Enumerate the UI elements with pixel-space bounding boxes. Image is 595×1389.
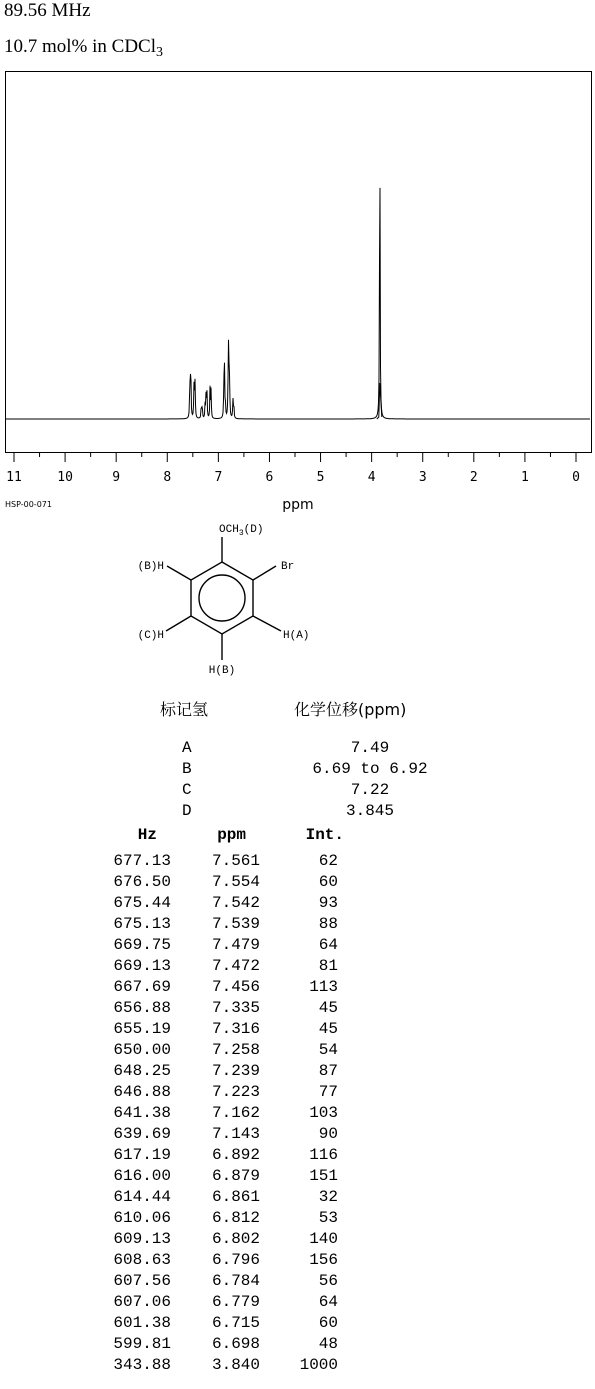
assignment-shift: 6.69 to 6.92	[312, 760, 428, 778]
peak-ppm: 7.335	[211, 999, 260, 1017]
assignment-label: D	[182, 802, 192, 820]
x-tick-label: 0	[572, 470, 580, 485]
peak-ppm: 6.779	[211, 1293, 260, 1311]
peak-ppm: 7.472	[211, 957, 260, 975]
peak-hz: 608.63	[113, 1251, 171, 1269]
x-tick-label: 4	[367, 470, 376, 485]
peak-int: 32	[318, 1188, 338, 1206]
peak-ppm: 7.554	[211, 873, 260, 891]
peak-hz: 675.44	[113, 894, 171, 912]
x-tick-label: 3	[418, 470, 427, 485]
peak-int: 116	[309, 1146, 338, 1164]
peak-table-header-hz: Hz	[137, 826, 157, 844]
peak-ppm: 6.715	[211, 1314, 260, 1332]
peak-hz: 607.06	[113, 1293, 171, 1311]
peak-int: 113	[309, 978, 338, 996]
peak-hz: 675.13	[113, 915, 171, 933]
peak-ppm: 3.840	[211, 1356, 260, 1374]
peak-hz: 669.13	[113, 957, 171, 975]
peak-int: 62	[318, 852, 338, 870]
peak-hz: 650.00	[113, 1041, 171, 1059]
peak-int: 60	[318, 1314, 338, 1332]
x-tick-label: 5	[316, 470, 325, 485]
peak-int: 103	[309, 1104, 338, 1122]
peak-hz: 617.19	[113, 1146, 171, 1164]
hc-label: (C)H	[137, 630, 164, 642]
assignment-shifts	[290, 738, 450, 822]
peak-int: 45	[318, 999, 338, 1017]
x-tick-label: 11	[6, 470, 22, 485]
peak-hz: 610.06	[113, 1209, 171, 1227]
peak-int: 77	[318, 1083, 338, 1101]
aromatic-circle	[199, 575, 245, 621]
peak-hz: 646.88	[113, 1083, 171, 1101]
peak-hz: 655.19	[113, 1020, 171, 1038]
bond-ha	[253, 616, 281, 631]
och3-group: $OCH_3(D)$	[219, 524, 264, 538]
x-tick-label: 8	[163, 470, 172, 485]
peak-ppm: 7.162	[211, 1104, 260, 1122]
peak-hz: 639.69	[113, 1125, 171, 1143]
peak-ppm: 7.223	[211, 1083, 260, 1101]
peak-int: 53	[318, 1209, 338, 1227]
peak-ppm: 6.812	[211, 1209, 260, 1227]
peak-int: 88	[318, 915, 338, 933]
peak-ppm: 6.784	[211, 1272, 260, 1290]
peak-int: 64	[318, 1293, 338, 1311]
peak-hz: 648.25	[113, 1062, 171, 1080]
peak-int: 140	[309, 1230, 338, 1248]
bond-hc	[166, 616, 191, 631]
x-tick-label: 10	[57, 470, 73, 485]
peak-int: 90	[318, 1125, 338, 1143]
solvent-subscript: 3	[156, 45, 164, 60]
peak-ppm: 7.539	[211, 915, 260, 933]
peak-hz: 641.38	[113, 1104, 171, 1122]
x-tick-label: 7	[214, 470, 223, 485]
assignment-col2-header: 化学位移(ppm)	[294, 700, 407, 719]
assignment-shift: 7.22	[350, 781, 390, 799]
peak-hz: 669.75	[113, 936, 171, 954]
x-tick-label: 9	[112, 470, 121, 485]
peak-ppm: 7.479	[211, 936, 260, 954]
assignment-shift: 3.845	[345, 802, 394, 820]
peak-hz: 656.88	[113, 999, 171, 1017]
peak-int: 81	[318, 957, 338, 975]
assignment-shift: 7.49	[350, 739, 390, 757]
x-tick-label: 6	[265, 470, 274, 485]
peak-int: 156	[309, 1251, 338, 1269]
ha-label: H(A)	[283, 630, 310, 642]
peak-int: 45	[318, 1020, 338, 1038]
peak-int: 64	[318, 936, 338, 954]
hb-bottom-label: H(B)	[208, 665, 236, 677]
bond-br	[253, 566, 276, 580]
peak-hz: 607.56	[113, 1272, 171, 1290]
hb-top-label: (B)H	[137, 561, 164, 573]
peak-ppm: 7.143	[211, 1125, 260, 1143]
assignment-label: C	[182, 781, 192, 799]
peak-hz: 614.44	[113, 1188, 171, 1206]
peak-int: 48	[318, 1335, 338, 1353]
peak-hz: 616.00	[113, 1167, 171, 1185]
solvent-text: 10.7 mol% in CDCl	[4, 36, 157, 57]
bond-hb-top	[167, 566, 191, 580]
peak-table-header-ppm: ppm	[217, 826, 246, 844]
assignment-label: B	[182, 760, 192, 778]
assignment-labels	[182, 738, 192, 822]
peak-ppm: 6.879	[211, 1167, 260, 1185]
peak-int: 54	[318, 1041, 338, 1059]
peak-hz: 677.13	[113, 852, 171, 870]
peak-hz: 599.81	[113, 1335, 171, 1353]
peak-ppm: 7.258	[211, 1041, 260, 1059]
peak-ppm: 7.561	[211, 852, 260, 870]
peak-table-header-int: Int.	[305, 826, 344, 844]
assignment-col1-header: 标记氢	[160, 700, 209, 719]
peak-ppm: 6.892	[211, 1146, 260, 1164]
peak-hz: 609.13	[113, 1230, 171, 1248]
peak-hz: 667.69	[113, 978, 171, 996]
peak-hz: 676.50	[113, 873, 171, 891]
x-axis-label: ppm	[282, 497, 314, 513]
spectrometer-frequency: 89.56 MHz	[4, 0, 91, 21]
x-tick-label: 1	[520, 470, 529, 485]
peak-int: 151	[309, 1167, 338, 1185]
peak-hz: 343.88	[113, 1356, 171, 1374]
benzene-ring	[191, 562, 253, 634]
peak-int: 1000	[299, 1356, 338, 1374]
peak-hz: 601.38	[113, 1314, 171, 1332]
peak-int: 87	[318, 1062, 338, 1080]
peak-ppm: 7.239	[211, 1062, 260, 1080]
sample-code: HSP-00-071	[5, 500, 52, 509]
peak-ppm: 6.861	[211, 1188, 260, 1206]
peak-int: 56	[318, 1272, 338, 1290]
assignment-label: A	[182, 739, 192, 757]
peak-ppm: 6.698	[211, 1335, 260, 1353]
br-label: Br	[281, 561, 295, 573]
peak-int: 60	[318, 873, 338, 891]
peak-int: 93	[318, 894, 338, 912]
peak-ppm: 6.796	[211, 1251, 260, 1269]
peak-ppm: 7.456	[211, 978, 260, 996]
peak-ppm: 7.316	[211, 1020, 260, 1038]
x-tick-label: 2	[469, 470, 478, 485]
peak-ppm: 7.542	[211, 894, 260, 912]
peak-ppm: 6.802	[211, 1230, 260, 1248]
